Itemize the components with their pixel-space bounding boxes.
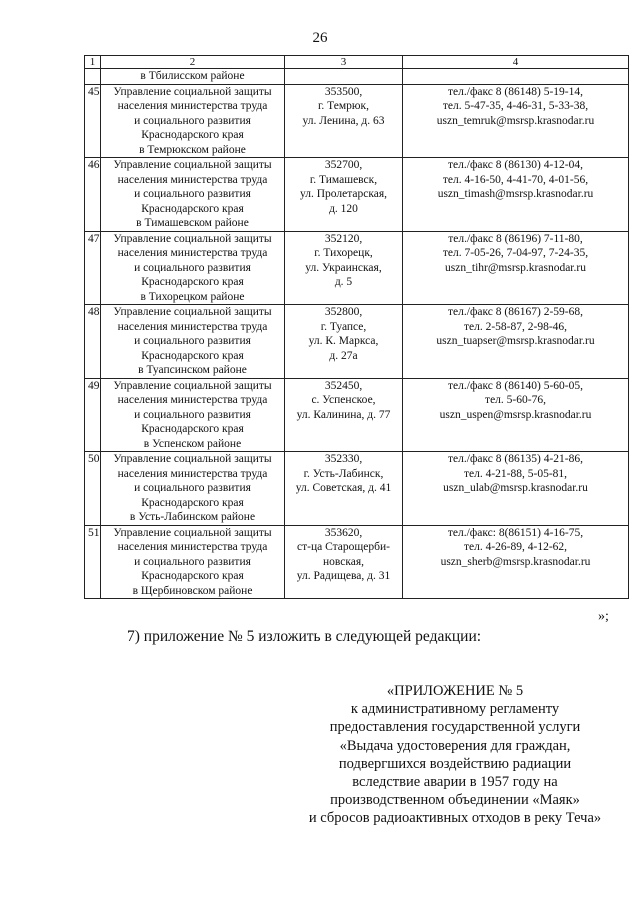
office-name-line: и социального развития	[134, 335, 251, 347]
amendment-paragraph: 7) приложение № 5 изложить в следующей редакции:	[127, 628, 482, 645]
table-row	[85, 231, 629, 305]
appendix-line: предоставления государственной услуги	[329, 719, 581, 736]
contacts-line: тел. 5-60-76,	[485, 394, 546, 406]
office-name-cell	[101, 84, 285, 158]
address-line: д. 120	[329, 202, 358, 215]
address-cell	[285, 84, 403, 158]
address-cell	[285, 305, 403, 379]
address-line: 352800,	[324, 306, 363, 318]
appendix-heading	[285, 682, 625, 828]
address-line: г. Тихорецк,	[314, 247, 373, 259]
office-name-cell	[101, 305, 285, 379]
column-number-3: 3	[285, 56, 403, 69]
appendix-line: производственном объединении «Маяк»	[330, 792, 580, 809]
contacts-line: тел. 7-05-26, 7-04-97, 7-24-35,	[442, 247, 589, 259]
office-name-line: населения министерства труда	[117, 467, 268, 480]
office-name-cell	[101, 378, 285, 452]
contacts-line: тел./факс 8 (86148) 5-19-14,	[448, 85, 583, 98]
office-name-line: в Щербиновском районе	[132, 584, 253, 597]
address-line: 353500,	[324, 85, 363, 98]
office-name-line: населения министерства труда	[117, 541, 268, 553]
row-number-cell: 51	[85, 525, 101, 599]
office-name-line: Краснодарского края	[141, 276, 244, 288]
contacts-line: тел./факс 8 (86135) 4-21-86,	[448, 453, 583, 465]
office-name-line: в Тимашевском районе	[136, 217, 249, 229]
contacts-line: тел./факс 8 (86196) 7-11-80,	[448, 232, 583, 245]
office-name-cell	[101, 231, 285, 305]
contacts-line: uszn_timash@msrsp.krasnodar.ru	[437, 188, 594, 200]
appendix-line: «ПРИЛОЖЕНИЕ № 5	[386, 683, 524, 699]
office-name-line: населения министерства труда	[117, 247, 268, 259]
row-number-cell: 46	[85, 158, 101, 232]
table-row	[85, 378, 629, 452]
office-name-line: населения министерства труда	[117, 320, 268, 333]
office-name-line: и социального развития	[134, 188, 251, 200]
contacts-line: тел. 2-58-87, 2-98-46,	[463, 320, 568, 333]
contacts-line: uszn_uspen@msrsp.krasnodar.ru	[439, 408, 592, 421]
address-line: 352700,	[324, 159, 363, 171]
address-line: ул. Калинина, д. 77	[296, 408, 391, 421]
office-name-line: и социального развития	[134, 114, 251, 127]
address-cell	[285, 452, 403, 526]
office-name-line: в Туапсинском районе	[138, 364, 247, 376]
table-row	[85, 525, 629, 599]
contacts-line: uszn_temruk@msrsp.krasnodar.ru	[436, 114, 595, 127]
address-line: новская,	[322, 555, 365, 568]
address-line: г. Тимашевск,	[309, 173, 378, 186]
office-name-line: Краснодарского края	[141, 496, 244, 509]
row-number-cell: 45	[85, 84, 101, 158]
table-row	[85, 158, 629, 232]
table-row	[85, 452, 629, 526]
contacts-line: тел. 4-26-89, 4-12-62,	[463, 541, 568, 553]
contacts-cell	[403, 378, 629, 452]
table-row	[85, 84, 629, 158]
contacts-line: uszn_ulab@msrsp.krasnodar.ru	[443, 482, 588, 494]
row-number-cell: 49	[85, 378, 101, 452]
address-cell	[285, 525, 403, 599]
address-line: 352330,	[324, 453, 363, 465]
address-line: ул. Пролетарская,	[299, 188, 388, 200]
office-name-line: Управление социальной защиты	[113, 453, 272, 465]
row-number-cell: 50	[85, 452, 101, 526]
address-line: г. Туапсе,	[320, 320, 367, 333]
address-line: г. Темрюк,	[318, 100, 369, 112]
column-number-4: 4	[403, 56, 629, 69]
contacts-line: uszn_tuapser@msrsp.krasnodar.ru	[436, 335, 595, 347]
contacts-line: тел./факс 8 (86130) 4-12-04,	[448, 159, 583, 171]
office-name-line: Управление социальной защиты	[113, 159, 272, 171]
appendix-line: к административному регламенту	[350, 701, 560, 718]
office-name-line: Управление социальной защиты	[113, 232, 272, 245]
address-line: ул. Радищева, д. 31	[296, 570, 391, 582]
contacts-line: тел. 4-16-50, 4-41-70, 4-01-56,	[442, 173, 589, 186]
address-line: ул. Ленина, д. 63	[302, 114, 385, 127]
address-line: ул. Советская, д. 41	[295, 482, 392, 494]
appendix-line: вследствие аварии в 1957 году на	[352, 774, 558, 791]
office-name-line: Управление социальной защиты	[113, 306, 272, 318]
continuation-row	[85, 69, 629, 85]
address-line: 352450,	[324, 379, 363, 392]
row-number-cell: 47	[85, 231, 101, 305]
office-name-line: населения министерства труда	[117, 394, 268, 406]
table-row	[85, 305, 629, 379]
address-line: ул. Украинская,	[305, 261, 382, 274]
contacts-cell	[403, 525, 629, 599]
office-name-line: Управление социальной защиты	[113, 526, 272, 539]
office-name-cell	[101, 158, 285, 232]
office-name-line: Управление социальной защиты	[113, 85, 272, 98]
column-number-1: 1	[85, 56, 101, 69]
office-name-line: и социального развития	[134, 261, 251, 274]
office-name-line: Краснодарского края	[141, 202, 244, 215]
row-number-cell: 48	[85, 305, 101, 379]
address-line: 352120,	[324, 232, 363, 245]
office-name-line: в Успенском районе	[143, 437, 242, 450]
contacts-cell	[403, 84, 629, 158]
contacts-line: тел./факс: 8(86151) 4-16-75,	[447, 526, 584, 539]
office-name-line: населения министерства труда	[117, 173, 268, 186]
office-name-line: населения министерства труда	[117, 100, 268, 112]
contacts-cell	[403, 231, 629, 305]
address-cell	[285, 231, 403, 305]
office-name-line: Управление социальной защиты	[113, 379, 272, 392]
address-line: г. Усть-Лабинск,	[303, 467, 384, 480]
office-name-line: Краснодарского края	[141, 129, 244, 141]
address-line: ст-ца Старощерби-	[297, 541, 390, 553]
continuation-name-cell	[101, 69, 285, 85]
address-line: д. 27а	[329, 349, 358, 362]
office-name-line: в Усть-Лабинском районе	[129, 511, 256, 523]
appendix-line: и сбросов радиоактивных отходов в реку Теча»	[308, 810, 602, 827]
appendix-line: «Выдача удостоверения для граждан,	[339, 737, 571, 754]
contacts-line: тел. 4-21-88, 5-05-81,	[463, 467, 568, 480]
continuation-text: в Тбилисском районе	[140, 70, 245, 82]
office-name-cell	[101, 525, 285, 599]
office-name-line: Краснодарского края	[141, 570, 244, 582]
closing-quote-mark: »;	[598, 609, 609, 624]
contacts-cell	[403, 158, 629, 232]
appendix-line: подвергшихся воздействию радиации	[338, 755, 572, 772]
address-line: с. Успенское,	[311, 394, 376, 406]
contacts-cell	[403, 452, 629, 526]
address-line: 353620,	[324, 526, 363, 539]
office-name-line: Краснодарского края	[141, 423, 244, 435]
offices-table	[84, 55, 629, 599]
contacts-line: тел. 5-47-35, 4-46-31, 5-33-38,	[442, 100, 589, 112]
contacts-line: uszn_tihr@msrsp.krasnodar.ru	[445, 261, 586, 274]
contacts-line: тел./факс 8 (86167) 2-59-68,	[448, 306, 583, 318]
contacts-line: uszn_sherb@msrsp.krasnodar.ru	[440, 555, 591, 568]
page-number: 26	[312, 30, 328, 46]
office-name-cell	[101, 452, 285, 526]
office-name-line: и социального развития	[134, 555, 251, 568]
address-cell	[285, 378, 403, 452]
office-name-line: и социального развития	[134, 482, 251, 494]
column-number-2: 2	[101, 56, 285, 69]
contacts-line: тел./факс 8 (86140) 5-60-05,	[448, 379, 583, 392]
office-name-line: Краснодарского края	[141, 349, 244, 362]
address-line: ул. К. Маркса,	[308, 335, 379, 347]
office-name-line: в Темрюкском районе	[139, 143, 246, 156]
contacts-cell	[403, 305, 629, 379]
address-cell	[285, 158, 403, 232]
office-name-line: и социального развития	[134, 408, 251, 421]
office-name-line: в Тихорецком районе	[140, 290, 245, 303]
table-header-row	[85, 56, 629, 69]
address-line: д. 5	[334, 276, 353, 288]
